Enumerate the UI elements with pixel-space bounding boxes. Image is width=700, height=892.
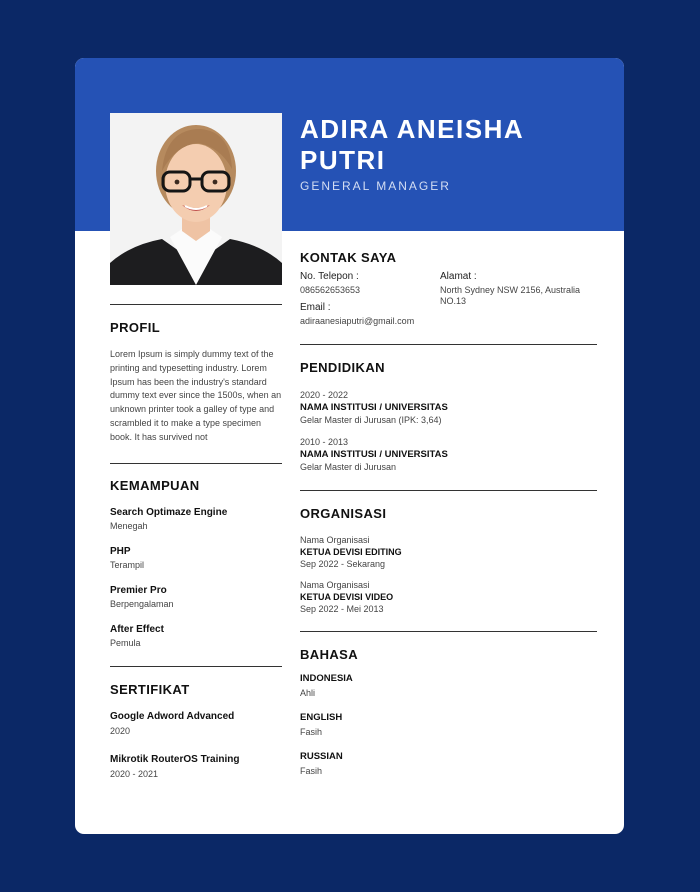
education-years: 2010 - 2013 (300, 437, 349, 447)
address-value: North Sydney NSW 2156, Australia NO.13 (440, 285, 581, 306)
certificates-heading: SERTIFIKAT (110, 682, 190, 697)
contact-heading: KONTAK SAYA (300, 250, 397, 265)
phone-value: 086562653653 (300, 285, 361, 295)
education-heading: PENDIDIKAN (300, 360, 385, 375)
divider (300, 344, 597, 345)
profile-photo (110, 113, 282, 285)
education-degree: Gelar Master di Jurusan (IPK: 3,64) (300, 415, 442, 425)
skill-level: Terampil (110, 560, 145, 570)
certificate-name: Google Adword Advanced (110, 711, 235, 722)
candidate-name: ADIRA ANEISHA PUTRI (300, 114, 524, 175)
language-level: Fasih (300, 727, 323, 737)
language-name: INDONESIA (300, 673, 353, 684)
education-years: 2020 - 2022 (300, 390, 349, 400)
organization-period: Sep 2022 - Sekarang (300, 559, 386, 569)
certificate-name: Mikrotik RouterOS Training (110, 754, 240, 765)
skill-level: Menegah (110, 521, 148, 531)
divider (110, 666, 282, 667)
organization-period: Sep 2022 - Mei 2013 (300, 604, 384, 614)
organization-name: Nama Organisasi (300, 580, 370, 590)
divider (300, 631, 597, 632)
language-level: Ahli (300, 688, 316, 698)
organization-heading: ORGANISASI (300, 506, 387, 521)
language-name: ENGLISH (300, 712, 343, 723)
skills-heading: KEMAMPUAN (110, 478, 200, 493)
education-institution: NAMA INSTITUSI / UNIVERSITAS (300, 449, 448, 460)
skill-name: PHP (110, 546, 131, 557)
email-value: adiraanesiaputri@gmail.com (300, 316, 415, 326)
email-label: Email : (300, 302, 331, 313)
certificate-year: 2020 - 2021 (110, 769, 159, 779)
divider (300, 490, 597, 491)
skill-level: Pemula (110, 638, 141, 648)
language-name: RUSSIAN (300, 751, 343, 762)
skill-name: Premier Pro (110, 585, 167, 596)
profile-heading: PROFIL (110, 320, 161, 335)
organization-position: KETUA DEVISI VIDEO (300, 592, 394, 602)
certificate-year: 2020 (110, 726, 131, 736)
organization-position: KETUA DEVISI EDITING (300, 547, 402, 557)
education-degree: Gelar Master di Jurusan (300, 462, 397, 472)
address-label: Alamat : (440, 271, 477, 282)
person-illustration-icon (110, 113, 282, 285)
skill-name: After Effect (110, 624, 164, 635)
skill-level: Berpengalaman (110, 599, 174, 609)
divider (110, 304, 282, 305)
skill-name: Search Optimaze Engine (110, 507, 228, 518)
education-institution: NAMA INSTITUSI / UNIVERSITAS (300, 402, 448, 413)
profile-text: Lorem Ipsum is simply dummy text of the printing and typesetting industry. Lorem Ipsum has been the industry's standard dummy text ever since the 1500s, when an unknown printer took a galley of type and scrambled it to make a type specimen book. It has survived not (110, 349, 282, 442)
organization-name: Nama Organisasi (300, 535, 370, 545)
resume-card (75, 58, 624, 834)
languages-heading: BAHASA (300, 647, 359, 662)
language-level: Fasih (300, 766, 323, 776)
job-title: GENERAL MANAGER (300, 179, 451, 193)
phone-label: No. Telepon : (300, 271, 359, 282)
divider (110, 463, 282, 464)
